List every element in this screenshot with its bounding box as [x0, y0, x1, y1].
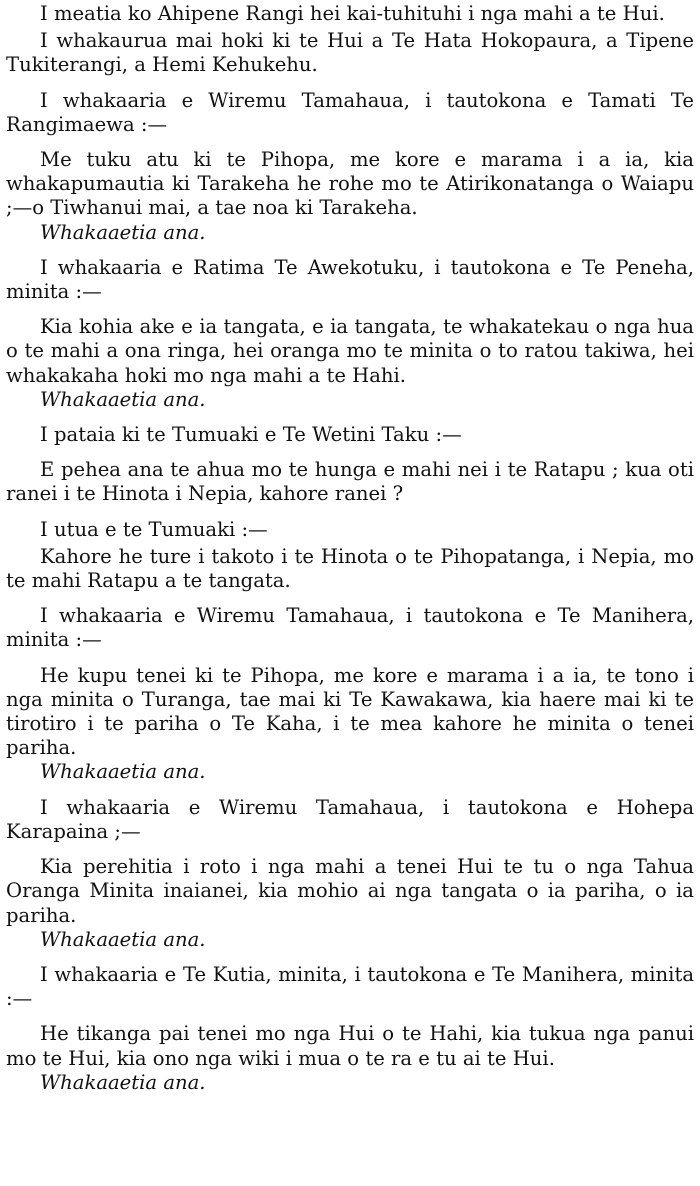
agreed-note-4: Whakaaetia ana. [40, 927, 206, 951]
paragraph-2: I whakaurua mai hoki ki te Hui a Te Hata Hokopaura, a Tipene Tukiterangi, a Hemi Kehukehu. [6, 29, 694, 77]
motion-intro-3: I whakaaria e Wiremu Tamahaua, i tautokona e Te Manihera, minita :— [6, 604, 694, 652]
agreed-note-5: Whakaaetia ana. [40, 1070, 206, 1094]
question-intro: I pataia ki te Tumuaki e Te Wetini Taku :— [40, 423, 462, 447]
agreed-note-2: Whakaaetia ana. [40, 387, 206, 411]
answer-body: Kahore he ture i takoto i te Hinota o te Pihopatanga, i Nepia, mo te mahi Ratapu a te tangata. [6, 544, 694, 593]
motion-intro-2: I whakaaria e Ratima Te Awekotuku, i tautokona e Te Peneha, minita :— [6, 255, 694, 304]
motion-body-3: He kupu tenei ki te Pihopa, me kore e marama i a ia, te tono i nga minita o Turanga, tae mai ki Te Kawakawa, kia haere mai ki te tirotiro i te pariha o Te Kaha, i te mea kahore he minita o tenei pariha. [6, 663, 694, 760]
motion-body-2: Kia kohia ake e ia tangata, e ia tangata, te whakatekau o nga hua o te mahi a ona ringa, hei oranga mo te minita o to ratou takiwa, hei whakakaha hoki mo nga mahi a te Hahi. [6, 315, 694, 387]
motion-intro-1: I whakaaria e Wiremu Tamahaua, i tautokona e Tamati Te Rangimaewa :— [6, 88, 694, 136]
motion-body-4: Kia perehitia i roto i nga mahi a tenei Hui te tu o nga Tahua Oranga Minita inaianei, kia mohio ai nga tangata o ia pariha, o ia pariha. [6, 855, 694, 927]
agreed-note-3: Whakaaetia ana. [40, 760, 206, 784]
paragraph-1: I meatia ko Ahipene Rangi hei kai-tuhituhi i nga mahi a te Hui. [40, 2, 665, 25]
agreed-note-1: Whakaaetia ana. [40, 220, 206, 244]
motion-body-1: Me tuku atu ki te Pihopa, me kore e marama i a ia, kia whakapumautia ki Tarakeha he rohe mo te Atirikonatanga o Waiapu ;—o Tiwhanui mai, a tae noa ki Tarakeha. [6, 148, 694, 220]
motion-intro-4: I whakaaria e Wiremu Tamahaua, i tautokona e Hohepa Karapaina ;— [6, 795, 694, 843]
question-body: E pehea ana te ahua mo te hunga e mahi nei i te Ratapu ; kua oti ranei i te Hinota i Nepia, kahore ranei ? [6, 458, 694, 506]
motion-body-5: He tikanga pai tenei mo nga Hui o te Hahi, kia tukua nga panui mo te Hui, kia ono nga wiki i mua o te ra e tu ai te Hui. [6, 1022, 694, 1070]
motion-intro-5: I whakaaria e Te Kutia, minita, i tautokona e Te Manihera, minita :— [6, 962, 694, 1011]
answer-intro: I utua e te Tumuaki :— [40, 517, 268, 541]
